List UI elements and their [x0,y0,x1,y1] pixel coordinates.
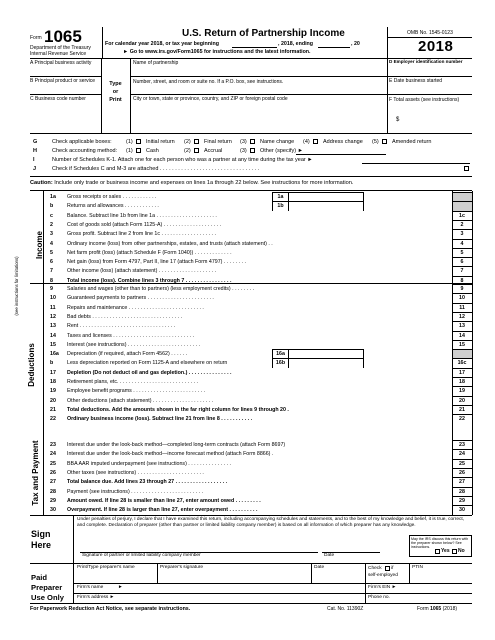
other-specify-label: Other (specify) ► [260,148,304,154]
line-description: Ordinary business income (loss). Subtract line 21 from line 8 . . . . . . . . . . . [67,416,253,423]
box-d-label: D Employer identification number [389,59,463,64]
preparer-date-label: Date [314,565,325,570]
line-box-number [452,349,472,358]
line-description: Overpayment. If line 28 is larger than line 27, enter overpayment . . . . . . . . . . [67,507,258,514]
cash-label: Cash [146,148,159,154]
line-number: 10 [50,295,56,302]
line-box-number: 22 [452,414,472,423]
line-box-number [452,201,472,210]
line-g-letter: G [33,139,38,145]
line-box-number: 9 [452,284,472,293]
form-line-21 [43,405,452,414]
form-line-28 [43,487,452,496]
total-assets-field[interactable] [402,113,470,123]
form-line-24 [43,449,452,458]
line-box-number: 19 [452,386,472,395]
line-box-number: 2 [452,220,472,229]
line-number: 13 [50,323,56,330]
dollar-sign: $ [396,117,400,123]
inner-box-label-1a: 1a [272,192,288,201]
line-description: Payment (see instructions) . . . . . . . . . . . . . . . . . . . . . . . . . [67,488,204,495]
line-description: Interest (see instructions) . . . . . . . . . . . . . . . . . . . . . . . . . [67,341,201,348]
line-number: 7 [50,268,53,275]
line-box-number: 3 [452,229,472,238]
line-number: 23 [50,442,56,448]
inner-amount-field-1b[interactable] [288,201,364,210]
sign-title: Sign [31,529,51,539]
firm-name-field[interactable] [124,584,364,592]
line-number: 1a [50,194,56,200]
preparer-title: Preparer [31,583,63,592]
line-i-label: Number of Schedules K-1. Attach one for each person who was a partner at any time during the tax year ► [52,157,313,163]
line-number: 22 [50,416,56,423]
line-description: Interest due under the look-back method—completed long-term contracts (attach Form 8697) [67,442,286,448]
line-description: BBA AAR imputed underpayment (see instructions) . . . . . . . . . . . . . . . [67,460,231,467]
line-description: Other income (loss) (attach statement) . . . . . . . . . . . . . . . . . . . . [67,268,217,275]
line-description: Guaranteed payments to partners . . . . . . . . . . . . . . . . . . . . . . . [67,295,214,302]
cash-method-checkbox[interactable] [136,148,141,153]
line-box-number: 10 [452,293,472,302]
preparer-name-field[interactable] [75,572,155,582]
dept-line2: Internal Revenue Service [30,51,87,57]
name-change-checkbox[interactable] [250,139,255,144]
line-box-number: 13 [452,321,472,330]
line-number: 12 [50,313,56,320]
line-description: Repairs and maintenance . . . . . . . . . . . . . . . . . . . . . . . . . . [67,304,204,311]
line-number: 21 [50,406,56,413]
yes-label: Yes [441,548,450,554]
final-return-label: Final return [204,139,232,145]
line-box-number: 17 [452,368,472,377]
line-description: Salaries and wages (other than to partners) (less employment credits) . . . . . . . . [67,286,255,292]
phone-field[interactable] [392,594,470,602]
line-number: 16a [50,351,59,358]
line-number: 17 [50,369,56,376]
form-line-b [43,201,452,210]
line-number: b [50,203,54,210]
footer-paperwork: For Paperwork Reduction Act Notice, see separate instructions. [30,606,191,612]
line-box-number: 29 [452,496,472,505]
irs-discuss-no-checkbox[interactable] [452,549,457,554]
check-label: Check [368,566,382,571]
footer-form [417,607,457,612]
partnership-name-field[interactable] [131,66,386,75]
line-description: Net gain (loss) from Form 4797, Part II, line 17 (attach Form 4797) . . . . . . . . [67,259,246,266]
calendar-line: For calendar year 2018, or tax year beginning [105,41,219,47]
ptin-field[interactable] [411,572,471,582]
line-description: Rent . . . . . . . . . . . . . . . . . . . . . . . . . . . . . . . . . [67,323,176,330]
form-line-26 [43,468,452,477]
no-label: No [458,548,465,554]
line-number: 5 [50,249,53,256]
omb-number: OMB No. 1545-0123 [407,30,453,36]
g5-label: (5) [372,139,379,145]
tax-year-end-field[interactable] [318,47,350,48]
box-c-label: C Business code number [30,96,86,102]
form-line-19 [43,386,452,395]
caution-line [30,181,353,187]
line-number: 6 [50,259,53,266]
other-method-checkbox[interactable] [250,148,255,153]
schedules-c-m3-checkbox[interactable] [464,166,469,171]
g1-label: (1) [126,139,133,145]
address-change-checkbox[interactable] [313,139,318,144]
g3-label: (3) [240,139,247,145]
inner-amount-field-1a[interactable] [288,192,364,201]
accrual-method-checkbox[interactable] [194,148,199,153]
box-b-label: B Principal product or service [30,78,96,84]
inner-amount-field-16b[interactable] [288,358,364,367]
line-box-number: 18 [452,377,472,386]
line-description: Depletion (Do not deduct oil and gas depletion.) . . . . . . . . . . . . . . . [67,369,232,376]
principal-business-field[interactable] [30,66,100,76]
calendar-end: , 20 [351,41,360,47]
line-number: 29 [50,497,56,504]
line-box-number: 14 [452,331,472,340]
h3-label: (3) [240,148,247,154]
footer-form-year: (2018) [442,606,458,612]
form-line-1a [43,192,452,201]
self-employed-checkbox[interactable] [385,566,390,571]
calendar-mid: , 2018, ending [278,41,314,47]
line-box-number: 8 [452,276,472,285]
form-line-3 [43,229,452,238]
g4-label: (4) [303,139,310,145]
ein-field[interactable] [388,65,472,75]
form-line-15 [43,340,452,349]
line-h-label: Check accounting method: [52,148,118,154]
firm-name-label: Firm's name [77,585,104,590]
line-description: Total balance due. Add lines 23 through 27 . . . . . . . . . . . . . . . . . . [67,479,228,486]
form-line-22 [43,414,452,423]
amended-return-checkbox[interactable] [382,139,387,144]
line-description: Gross receipts or sales . . . . . . . . . . . . [67,194,157,200]
line-box-number: 12 [452,312,472,321]
section-deductions: Deductions [27,343,36,387]
form-line-30 [43,505,452,514]
line-description: Bad debts . . . . . . . . . . . . . . . . . . . . . . . . . . . . . . . [67,313,183,320]
line-box-number: 25 [452,459,472,468]
partner-signature-field[interactable] [80,538,320,552]
line-number: 14 [50,332,56,339]
line-number: 27 [50,479,56,486]
paid-title: Paid [31,573,48,582]
irs-discuss-text: May the IRS discuss this return with the preparer shown below? See instructions. [411,537,469,549]
h2-label: (2) [184,148,191,154]
dept-line1: Department of the Treasury [30,45,91,51]
line-description: Other taxes (see instructions) . . . . . . . . . . . . . . . . . . . . . . . [67,469,204,476]
h1-label: (1) [126,148,133,154]
box-f-label: F Total assets (see instructions) [389,97,460,103]
line-number: 11 [50,304,56,311]
line-number: b [50,360,54,367]
form-line-9 [43,284,452,293]
line-number: c [50,212,53,219]
form-line-12 [43,312,452,321]
form-line-b [43,358,452,367]
address-change-label: Address change [323,139,363,145]
line-description: Depreciation (if required, attach Form 4562) . . . . . . [67,351,188,358]
ptin-label: PTIN [412,565,423,570]
line-number: 9 [50,286,53,292]
line-number: 19 [50,388,56,395]
self-employed-label: self-employed [368,573,398,578]
address-field[interactable] [131,85,386,94]
business-code-field[interactable] [30,102,100,112]
perjury-declaration: Under penalties of perjury, I declare that I have examined this return, including accompanying schedules and statements, and to the best of my knowledge and belief, it is true, correct, and complete. Declaration of preparer (other than partner or limited liability company member) is based on all information of which preparer has any knowledge. [77,517,465,528]
form-word: Form [30,35,42,41]
form-line-16a [43,349,452,358]
line-box-number: 23 [452,440,472,449]
line-description: Interest due under the look-back method—income forecast method (attach Form 8866) . [67,451,274,458]
firm-name-arrow: ► [118,585,123,590]
form-line-20 [43,396,452,405]
line-box-number: 28 [452,487,472,496]
form-line-18 [43,377,452,386]
caution-text: Include only trade or business income and expenses on lines 1a through 22 below. See instructions for more information. [52,180,354,186]
line-box-number: 5 [452,248,472,257]
line-box-number: 15 [452,340,472,349]
preparer-signature-label: Preparer's signature [160,565,204,570]
form-number: 1065 [44,27,82,46]
address-label: Number, street, and room or suite no. If a P.O. box, see instructions. [133,79,284,85]
inner-box-label-16b: 16b [272,358,288,367]
sign-date-label: Date [324,553,335,558]
line-number: 28 [50,488,56,495]
form-line-7 [43,266,452,275]
box-a-label: A Principal business activity [30,60,92,66]
line-number: 24 [50,451,56,458]
line-box-number: 16c [452,358,472,367]
line-description: Balance. Subtract line 1b from line 1a . . . . . . . . . . . . . . . . . . . . . [67,212,217,219]
line-description: Returns and allowances . . . . . . . . . . . . [67,203,159,210]
line-number: 25 [50,460,56,467]
tax-year: 2018 [418,38,454,55]
if-label: if [391,566,394,571]
final-return-checkbox[interactable] [194,139,199,144]
preparer-name-label: Print/Type preparer's name [77,565,135,570]
line-description: Ordinary income (loss) from other partnerships, estates, and trusts (attach statement) . . [67,240,273,247]
line-box-number: 24 [452,449,472,458]
tax-year-begin-field[interactable] [232,47,277,48]
phone-label: Phone no. [368,595,390,600]
line-box-number: 6 [452,257,472,266]
line-j-label: Check if Schedules C and M-3 are attached . . . . . . . . . . . . . . . . . . . . . . . . . . . . . . . . . [52,166,260,172]
irs-discuss-yes-checkbox[interactable] [435,549,440,554]
line-number: 20 [50,397,56,404]
form-line-2 [43,220,452,229]
line-description: Less depreciation reported on Form 1125-A and elsewhere on return [67,360,228,367]
form-line-11 [43,303,452,312]
line-number: 8 [50,277,53,284]
inner-amount-field-16a[interactable] [288,349,364,358]
line-box-number: 20 [452,396,472,405]
line-number: 3 [50,231,53,238]
section-tax-payment: Tax and Payment [31,440,40,506]
use-only-title: Use Only [31,593,64,602]
line-description: Net farm profit (loss) (attach Schedule F (Form 1040)) . . . . . . . . . . . . . [67,249,232,256]
caution-bold: Caution: [30,180,53,186]
preparer-signature-field[interactable] [159,572,309,582]
line-description: Taxes and licenses . . . . . . . . . . . . . . . . . . . . . . . . . . . . [67,332,195,339]
accrual-label: Accrual [204,148,223,154]
line-j-letter: J [33,166,37,172]
footer-cat-number: Cat. No. 11390Z [327,606,364,612]
line-description: Amount owed. If line 28 is smaller than line 27, enter amount owed . . . . . . . . . [67,497,261,504]
footer-form-number: 1065 [430,606,442,612]
deductions-note: (see instructions for limitations) [14,256,19,316]
line-box-number: 11 [452,303,472,312]
form-line-5 [43,248,452,257]
line-i-letter: I [33,157,35,163]
line-number: 4 [50,240,53,247]
city-state-zip-field[interactable] [131,102,386,130]
line-description: Other deductions (attach statement) . . . . . . . . . . . . . . . . . . . . . [67,397,214,404]
line-description: Employee benefit programs . . . . . . . . . . . . . . . . . . . . . . . . . [67,388,206,395]
name-change-label: Name change [260,139,295,145]
line-number: 15 [50,341,56,348]
line-box-number: 21 [452,405,472,414]
here-title: Here [31,540,52,550]
initial-return-label: Initial return [146,139,175,145]
line-description: Cost of goods sold (attach Form 1125-A) . . . . . . . . . . . . . . . . . . . . [67,221,222,228]
line-box-number: 26 [452,468,472,477]
firm-address-label: Firm's address ► [77,595,115,600]
signature-label: Signature of partner or limited liability company member [82,553,201,558]
line-box-number [452,192,472,201]
amended-return-label: Amended return [392,139,432,145]
form-line-25 [43,459,452,468]
line-number: 2 [50,221,53,228]
form-line-27 [43,477,452,486]
form-title: U.S. Return of Partnership Income [182,28,345,39]
line-description: Retirement plans, etc. . . . . . . . . . . . . . . . . . . . . . . . . . . . [67,379,198,385]
form-line-10 [43,293,452,302]
line-description: Total deductions. Add the amounts shown in the far right column for lines 9 through 20 . [67,406,289,413]
section-income: Income [35,231,44,260]
firm-ein-label: Firm's EIN ► [368,585,397,590]
line-number: 26 [50,469,56,476]
g2-label: (2) [184,139,191,145]
firm-address-field[interactable] [120,594,364,602]
footer-form-word: Form [417,606,429,612]
partnership-name-label: Name of partnership [133,60,179,66]
form-line-14 [43,331,452,340]
principal-product-field[interactable] [30,84,100,94]
city-label: City or town, state or province, country, and ZIP or foreign postal code [133,96,288,102]
inner-box-label-16a: 16a [272,349,288,358]
box-e-label: E Date business started [389,78,443,84]
line-number: 30 [50,507,56,514]
type-or-print-label: Type or Print [109,81,122,103]
line-h-letter: H [33,148,37,154]
form-line-6 [43,257,452,266]
other-method-field[interactable] [296,154,386,155]
preparer-date-field[interactable] [313,572,363,582]
form-line-23 [43,440,452,449]
line-description: Gross profit. Subtract line 2 from line 1c . . . . . . . . . . . . . . . . . . . [67,231,216,238]
inner-box-label-1b: 1b [272,201,288,210]
line-description: Total income (loss). Combine lines 3 through 7 . . . . . . . . . . . . . . . . [67,277,232,284]
form-line-c [43,211,452,220]
form-line-13 [43,321,452,330]
schedules-k1-count-field[interactable] [362,163,470,164]
form-line-4 [43,239,452,248]
form-line-29 [43,496,452,505]
line-box-number: 1c [452,211,472,220]
line-g-label: Check applicable boxes: [52,139,112,145]
line-box-number: 27 [452,477,472,486]
sign-date-field[interactable] [322,538,380,552]
line-box-number: 4 [452,239,472,248]
line-box-number: 7 [452,266,472,275]
date-business-started-field[interactable] [388,84,472,94]
form-line-17 [43,368,452,377]
goto-line: ► Go to www.irs.gov/Form1065 for instructions and the latest information. [123,49,311,55]
line-number: 18 [50,379,56,385]
firm-ein-field[interactable] [398,584,470,592]
line-box-number: 30 [452,505,472,514]
initial-return-checkbox[interactable] [136,139,141,144]
